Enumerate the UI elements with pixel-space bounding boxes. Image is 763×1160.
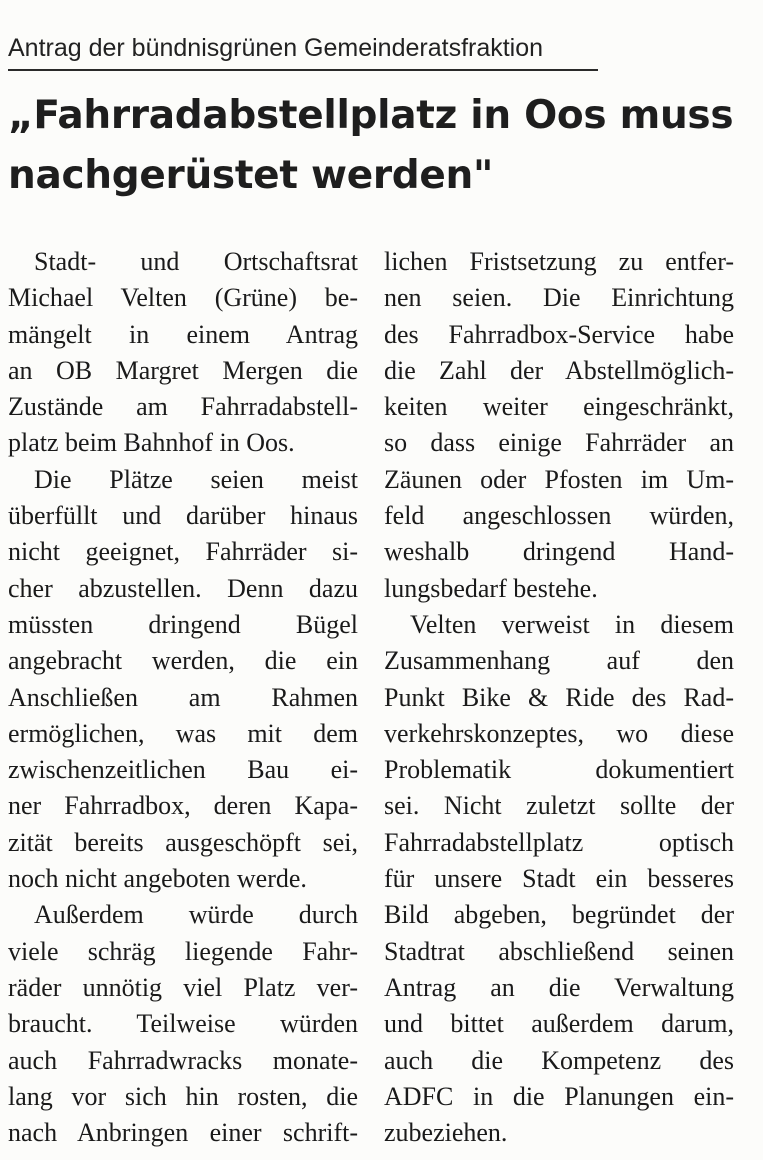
article-paragraph bbox=[8, 244, 358, 462]
article-paragraph bbox=[384, 244, 734, 607]
text-line: mängelt in einem Antrag bbox=[8, 319, 358, 349]
kicker-underline bbox=[8, 69, 598, 71]
text-line: Stadtrat abschließend seinen bbox=[384, 936, 734, 966]
text-line: zubeziehen. bbox=[384, 1118, 508, 1148]
text-line: überfüllt und darüber hinaus bbox=[8, 501, 358, 531]
text-line: räder unnötig viel Platz ver- bbox=[8, 972, 358, 1002]
text-line: noch nicht angeboten werde. bbox=[8, 864, 307, 894]
text-line: Die Plätze seien meist bbox=[34, 464, 358, 494]
text-line: an OB Margret Mergen die bbox=[8, 355, 358, 385]
text-line: zwischenzeitlichen Bau ei- bbox=[8, 755, 358, 785]
text-line: so dass einige Fahrräder an bbox=[384, 428, 734, 458]
text-line: Zäunen oder Pfosten im Um- bbox=[384, 464, 734, 494]
text-line: nen seien. Die Einrichtung bbox=[384, 283, 734, 313]
text-line: Antrag an die Verwaltung bbox=[384, 972, 734, 1002]
text-line: Stadt- und Ortschaftsrat bbox=[34, 247, 358, 276]
article-paragraph bbox=[8, 462, 358, 898]
text-line: Punkt Bike & Ride des Rad- bbox=[384, 682, 734, 712]
text-line: Bild abgeben, begründet der bbox=[384, 900, 734, 930]
text-line: Michael Velten (Grüne) be- bbox=[8, 283, 358, 313]
text-line: Velten verweist in diesem bbox=[410, 609, 734, 639]
text-line: nach Anbringen einer schrift- bbox=[8, 1118, 358, 1148]
article-paragraph bbox=[384, 607, 734, 1151]
text-line: und bittet außerdem darum, bbox=[384, 1009, 734, 1039]
text-line: verkehrskonzeptes, wo diese bbox=[384, 718, 734, 748]
text-line: des Fahrradbox-Service habe bbox=[384, 319, 734, 349]
text-line: ner Fahrradbox, deren Kapa- bbox=[8, 791, 358, 821]
headline bbox=[8, 86, 758, 206]
text-line: ermöglichen, was mit dem bbox=[8, 718, 358, 748]
text-line: weshalb dringend Hand- bbox=[384, 537, 734, 567]
text-line: zität bereits ausgeschöpft sei, bbox=[8, 827, 358, 857]
text-line: feld angeschlossen würden, bbox=[384, 501, 734, 531]
text-line: Zustände am Fahrradabstell- bbox=[8, 392, 358, 422]
text-line: platz beim Bahnhof in Oos. bbox=[8, 428, 295, 458]
text-line: lichen Fristsetzung zu entfer- bbox=[384, 247, 734, 276]
text-line: angebracht werden, die ein bbox=[8, 646, 358, 676]
text-line: für unsere Stadt ein besseres bbox=[384, 864, 734, 894]
text-line: lungsbedarf bestehe. bbox=[384, 573, 598, 603]
text-line: cher abzustellen. Denn dazu bbox=[8, 573, 358, 603]
headline-line-1: „Fahrradabstellplatz in Oos muss bbox=[8, 93, 734, 138]
text-line: viele schräg liegende Fahr- bbox=[8, 936, 358, 966]
text-line: Außerdem würde durch bbox=[34, 900, 358, 930]
text-line: ADFC in die Planungen ein- bbox=[384, 1081, 734, 1111]
article-column-left bbox=[8, 244, 358, 1151]
text-line: Anschließen am Rahmen bbox=[8, 682, 358, 712]
text-line: die Zahl der Abstellmöglich- bbox=[384, 355, 734, 385]
text-line: Problematik dokumentiert bbox=[384, 755, 734, 785]
text-line: braucht. Teilweise würden bbox=[8, 1009, 358, 1039]
text-line: auch Fahrradwracks monate- bbox=[8, 1045, 358, 1075]
text-line: müssten dringend Bügel bbox=[8, 609, 358, 639]
text-line: Zusammenhang auf den bbox=[384, 646, 734, 676]
headline-line-2: nachgerüstet werden" bbox=[8, 153, 494, 198]
kicker-line: Antrag der bündnisgrünen Gemeinderatsfraktion bbox=[8, 34, 544, 62]
text-line: lang vor sich hin rosten, die bbox=[8, 1081, 358, 1111]
text-line: auch die Kompetenz des bbox=[384, 1045, 734, 1075]
text-line: nicht geeignet, Fahrräder si- bbox=[8, 537, 358, 567]
text-line: Fahrradabstellplatz optisch bbox=[384, 827, 734, 857]
article-column-right bbox=[384, 244, 734, 1151]
text-line: sei. Nicht zuletzt sollte der bbox=[384, 791, 734, 821]
text-line: keiten weiter eingeschränkt, bbox=[384, 392, 734, 422]
article-paragraph bbox=[8, 897, 358, 1151]
